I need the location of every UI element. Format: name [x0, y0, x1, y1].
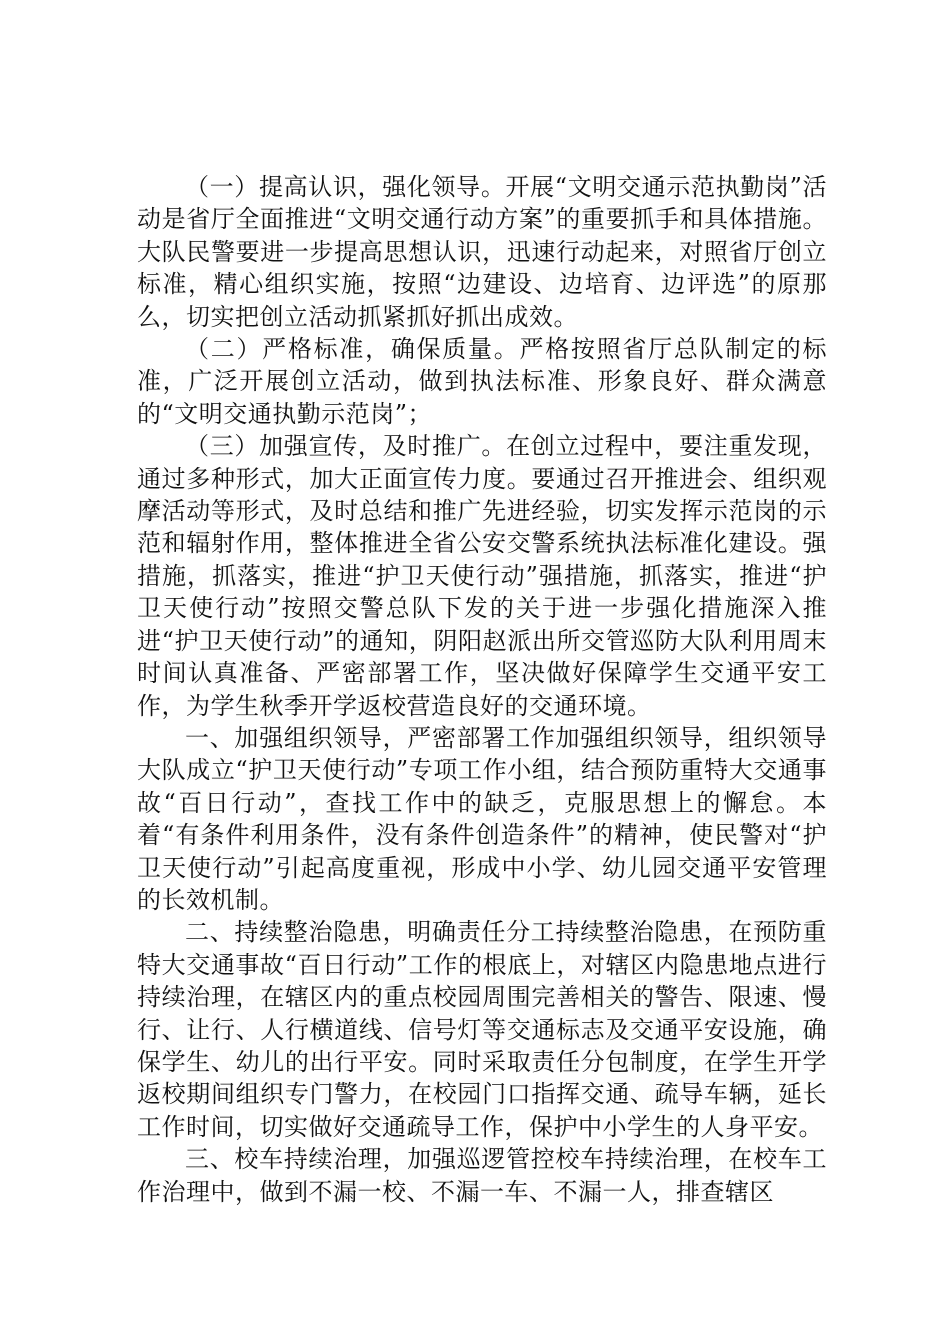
paragraph-1: （一）提高认识，强化领导。开展“文明交通示范执勤岗”活动是省厅全面推进“文明交通行动方案”的重要抓手和具体措施。大队民警要进一步提高思想认识，迅速行动起来，对照省厅创立标准，精心组织实施，按照“边建设、边培育、边评选”的原那么，切实把创立活动抓紧抓好抓出成效。 — [137, 173, 827, 331]
paragraph-5: 二、持续整治隐患，明确责任分工持续整治隐患，在预防重特大交通事故“百日行动”工作的根底上，对辖区内隐患地点进行持续治理，在辖区内的重点校园周围完善相关的警告、限速、慢行、让行、人行横道线、信号灯等交通标志及交通平安设施，确保学生、幼儿的出行平安。同时采取责任分包制度，在学生开学返校期间组织专门警力，在校园门口指挥交通、疏导车辆，延长工作时间，切实做好交通疏导工作，保护中小学生的人身平安。 — [137, 918, 827, 1141]
paragraph-6: 三、校车持续治理，加强巡逻管控校车持续治理，在校车工作治理中，做到不漏一校、不漏一车、不漏一人，排查辖区 — [137, 1145, 827, 1206]
document-body — [137, 171, 827, 1208]
paragraph-2: （二）严格标准，确保质量。严格按照省厅总队制定的标准，广泛开展创立活动，做到执法标准、形象良好、群众满意的“文明交通执勤示范岗”； — [137, 335, 827, 428]
paragraph-3: （三）加强宣传，及时推广。在创立过程中，要注重发现，通过多种形式，加大正面宣传力度。要通过召开推进会、组织观摩活动等形式，及时总结和推广先进经验，切实发挥示范岗的示范和辐射作用，整体推进全省公安交警系统执法标准化建设。强措施，抓落实，推进“护卫天使行动”强措施，抓落实，推进“护卫天使行动”按照交警总队下发的关于进一步强化措施深入推进“护卫天使行动”的通知，阴阳赵派出所交管巡防大队利用周末时间认真准备、严密部署工作，坚决做好保障学生交通平安工作，为学生秋季开学返校营造良好的交通环境。 — [137, 432, 827, 720]
paragraph-4: 一、加强组织领导，严密部署工作加强组织领导，组织领导大队成立“护卫天使行动”专项工作小组，结合预防重特大交通事故“百日行动”，查找工作中的缺乏，克服思想上的懈怠。本着“有条件利用条件，没有条件创造条件”的精神，使民警对“护卫天使行动”引起高度重视，形成中小学、幼儿园交通平安管理的长效机制。 — [137, 723, 827, 914]
